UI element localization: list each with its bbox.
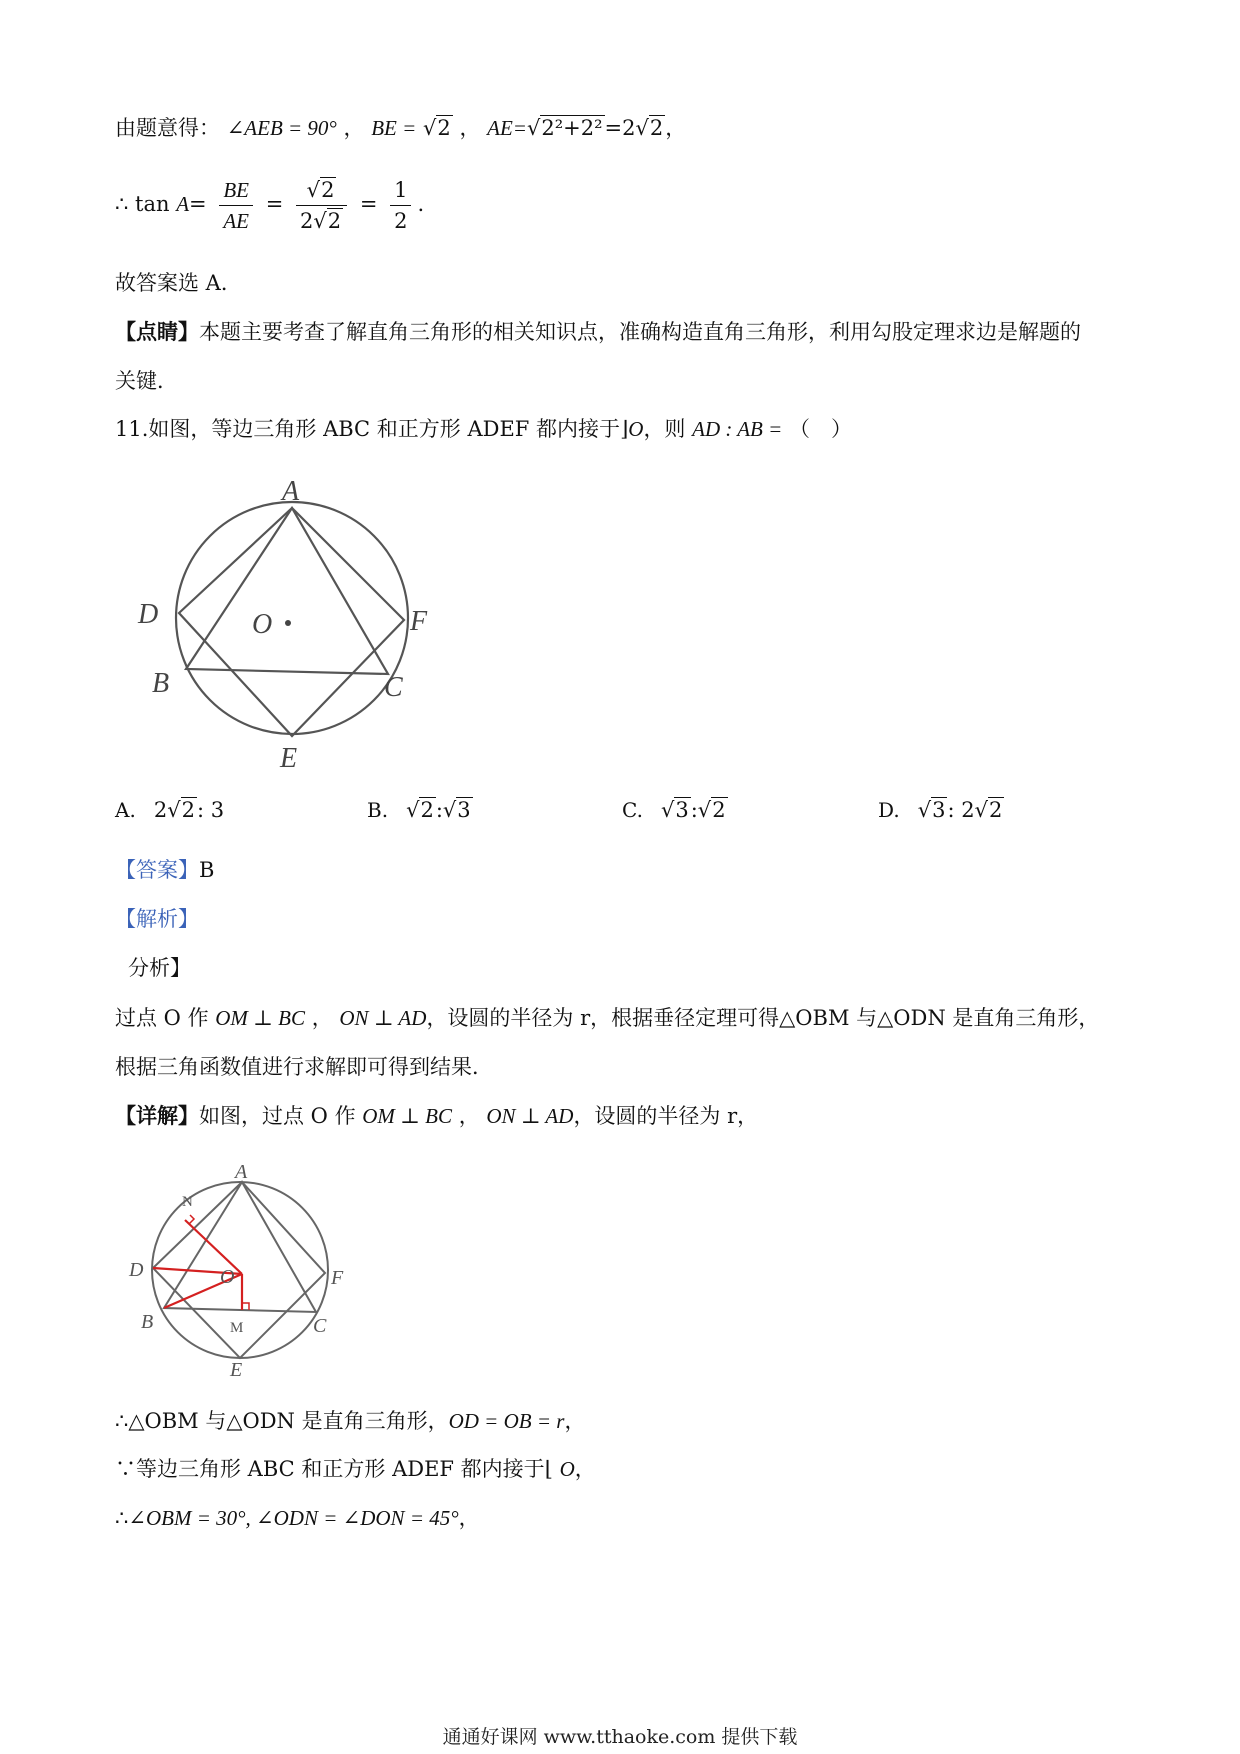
fraction-numerator	[296, 175, 347, 206]
triangle-abc	[186, 508, 388, 674]
radicand: 2	[712, 798, 726, 822]
sqrt-icon: √	[406, 798, 420, 822]
separator: ，	[564, 1409, 586, 1433]
circle-symbol: ⌋	[620, 417, 629, 441]
circle-o: O	[628, 417, 644, 441]
separator: ，	[311, 1006, 333, 1030]
sqrt-icon: √	[526, 116, 541, 140]
footer: 通通好课网 www.tthaoke.com 提供下载	[442, 1726, 798, 1748]
figure-2	[125, 1160, 365, 1380]
radicand: 2	[321, 178, 335, 202]
sqrt-icon: √	[917, 798, 932, 822]
step1-math: OD = OB = r	[448, 1409, 565, 1433]
right-angle-n	[189, 1215, 194, 1224]
circle-o: O	[559, 1457, 575, 1481]
solution-line-1	[115, 113, 686, 143]
period: .	[417, 192, 425, 216]
option-sep: :	[690, 798, 698, 822]
therefore-symbol: ∴	[115, 1506, 129, 1530]
text-prefix: 由题意得：	[115, 116, 220, 140]
fraction-half	[390, 175, 411, 236]
sqrt-icon: √	[306, 178, 321, 202]
text: ∵等边三角形 ABC 和正方形 ADEF 都内接于	[115, 1457, 545, 1481]
sqrt-icon: √	[697, 798, 712, 822]
label-c: C	[313, 1315, 327, 1337]
ae-lhs: AE=	[487, 116, 527, 140]
text: ，设圆的半径为 r，	[573, 1104, 759, 1128]
text: ∴△OBM 与△ODN 是直角三角形，	[115, 1409, 449, 1433]
separator: ，	[665, 116, 687, 140]
comment-line-2: 关键．	[115, 369, 178, 393]
analysis-line-2: 根据三角函数值进行求解即可得到结果．	[115, 1055, 493, 1079]
coefficient: 2	[153, 798, 168, 822]
label-n: N	[182, 1194, 193, 1210]
step3-math: ∠OBM = 30°, ∠ODN = ∠DON = 45°	[128, 1506, 459, 1530]
sqrt-icon: √	[660, 798, 675, 822]
separator: ，	[343, 116, 365, 140]
label-b: B	[141, 1311, 154, 1333]
step-3	[115, 1503, 480, 1533]
on-perp-ad: ON ⊥ AD	[486, 1104, 574, 1128]
ae-radicand: 2²+2²	[541, 116, 603, 140]
om-perp-bc: OM ⊥ BC	[362, 1104, 453, 1128]
radicand: 2	[988, 798, 1003, 822]
label-c: C	[384, 672, 403, 703]
separator: ，	[458, 1506, 480, 1530]
separator: ，	[574, 1457, 596, 1481]
on-perp-ad: ON ⊥ AD	[339, 1006, 427, 1030]
center-point	[285, 620, 291, 626]
label-e: E	[230, 1359, 243, 1380]
therefore-tan: ∴ tan	[115, 192, 170, 216]
label-d: D	[138, 599, 159, 630]
label-b: B	[152, 668, 170, 699]
equals-sign: =	[265, 192, 284, 216]
sqrt-icon: √	[635, 116, 649, 140]
question-ratio: AD : AB =	[692, 417, 783, 441]
option-letter: A.	[115, 798, 136, 822]
variable-a: A	[176, 192, 190, 216]
option-rest: : 3	[196, 798, 225, 822]
figure-1	[130, 470, 450, 770]
coefficient: 2	[299, 209, 314, 233]
angle-expression: ∠AEB = 90°	[226, 116, 337, 140]
label-o: O	[252, 609, 273, 640]
option-a[interactable]	[115, 795, 224, 825]
sqrt-icon: √	[422, 116, 437, 140]
option-sep: : 2	[947, 798, 975, 822]
question-mid: ，则	[643, 417, 686, 441]
ae-coef: =2	[604, 116, 636, 140]
question-paren: （ ）	[789, 417, 852, 441]
radicand: 3	[932, 798, 946, 822]
radicand: 3	[675, 798, 689, 822]
fraction-numerator: 1	[390, 175, 411, 206]
sqrt-icon: √	[442, 798, 457, 822]
fraction-denominator: 2	[394, 209, 408, 233]
option-letter: B.	[367, 798, 389, 822]
equals-sign: =	[359, 192, 378, 216]
text: ，设圆的半径为 r，根据垂径定理可得△OBM 与△ODN 是直角三角形，	[426, 1006, 1100, 1030]
fraction-denominator: AE	[223, 209, 249, 233]
sqrt-icon: √	[974, 798, 988, 822]
analysis-line-1	[115, 1003, 1099, 1033]
comment-label: 【点睛】	[115, 319, 199, 344]
analysis-label: 【解析】	[115, 907, 199, 931]
option-b[interactable]	[367, 795, 473, 825]
radicand: 2	[327, 209, 342, 233]
step-2	[115, 1454, 596, 1484]
fraction-numerator: BE	[219, 175, 253, 206]
detail-line	[115, 1101, 758, 1131]
separator: ，	[459, 116, 481, 140]
radicand: 2	[420, 798, 434, 822]
label-d: D	[129, 1259, 144, 1281]
comment-text: 本题主要考查了解直角三角形的相关知识点，准确构造直角三角形，利用勾股定理求边是解题的	[199, 320, 1081, 344]
label-f: F	[331, 1267, 344, 1289]
solution-line-2	[115, 175, 424, 236]
ae-rhs-radicand: 2	[649, 116, 664, 140]
be-lhs: BE =	[371, 116, 417, 140]
circumcircle	[176, 502, 408, 734]
analysis-sub: 分析】	[128, 956, 191, 980]
label-o: O	[220, 1266, 235, 1288]
text: 如图，过点 O 作	[199, 1104, 356, 1128]
circle-symbol: ⌊	[544, 1457, 553, 1481]
fraction-be-ae	[219, 175, 253, 236]
answer-label: 【答案】	[115, 858, 199, 882]
fraction-denominator	[296, 206, 347, 236]
fraction-sqrt	[296, 175, 347, 236]
label-e: E	[280, 743, 298, 770]
om-perp-bc: OM ⊥ BC	[215, 1006, 306, 1030]
answer-value: B	[199, 858, 215, 882]
separator: ，	[458, 1104, 480, 1128]
question-11	[115, 414, 852, 444]
option-letter: C.	[622, 798, 643, 822]
label-a: A	[235, 1161, 248, 1183]
radicand: 3	[457, 798, 471, 822]
option-d[interactable]	[878, 795, 1004, 825]
sqrt-icon: √	[313, 209, 327, 233]
detail-label: 【详解】	[115, 1103, 199, 1128]
radicand: 2	[181, 798, 195, 822]
be-radicand: 2	[437, 116, 451, 140]
label-m: M	[230, 1320, 244, 1336]
option-c[interactable]	[622, 795, 728, 825]
sqrt-icon: √	[167, 798, 181, 822]
question-text: 11.如图，等边三角形 ABC 和正方形 ADEF 都内接于	[115, 417, 621, 441]
option-letter: D.	[878, 798, 900, 822]
answer-line	[115, 855, 214, 885]
label-f: F	[410, 606, 428, 637]
comment-line	[115, 317, 1081, 347]
option-sep: :	[435, 798, 443, 822]
equals-sign: =	[189, 192, 207, 216]
step-1	[115, 1406, 585, 1436]
answer-select: 故答案选 A．	[115, 271, 242, 295]
label-a: A	[282, 476, 300, 507]
text: 过点 O 作	[115, 1006, 209, 1030]
